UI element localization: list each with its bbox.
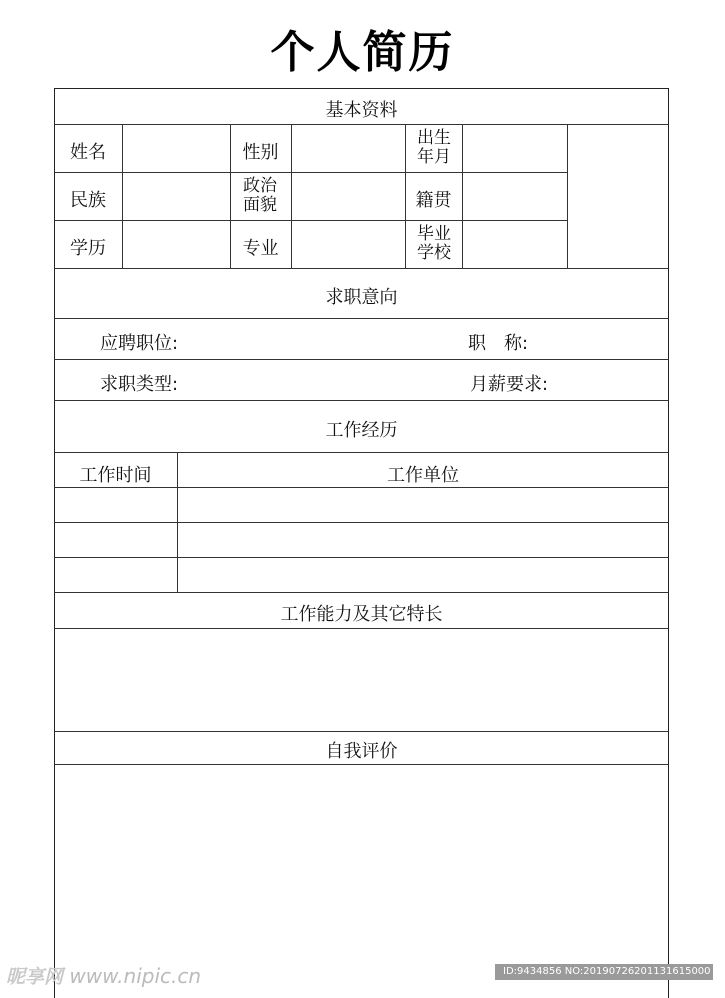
divider xyxy=(54,172,567,173)
major-label: 专业 xyxy=(242,238,279,259)
job-title-label: 职 称: xyxy=(468,333,529,354)
position-label: 应聘职位: xyxy=(100,333,179,354)
education-label: 学历 xyxy=(70,238,106,259)
resume-form xyxy=(54,88,669,998)
divider xyxy=(54,628,669,629)
divider xyxy=(54,592,669,593)
graduate-school-label: 毕业 学校 xyxy=(417,224,451,263)
basic-info-header: 基本资料 xyxy=(325,100,398,121)
work-time-header: 工作时间 xyxy=(79,465,152,486)
page-title: 个人简历 xyxy=(270,27,455,78)
divider xyxy=(54,557,669,558)
self-evaluation-header: 自我评价 xyxy=(325,741,398,762)
job-type-label: 求职类型: xyxy=(100,374,179,395)
gender-label: 性别 xyxy=(242,142,279,163)
divider xyxy=(54,400,669,401)
divider xyxy=(54,522,669,523)
divider xyxy=(54,764,669,765)
divider xyxy=(54,731,669,732)
divider xyxy=(54,124,669,125)
divider xyxy=(54,452,669,453)
job-intent-header: 求职意向 xyxy=(325,287,398,308)
political-status-label: 政治 面貌 xyxy=(243,176,277,215)
native-place-label: 籍贯 xyxy=(415,190,452,211)
divider xyxy=(54,359,669,360)
divider xyxy=(54,318,669,319)
salary-label: 月薪要求: xyxy=(470,374,549,395)
divider xyxy=(54,220,567,221)
name-label: 姓名 xyxy=(70,142,106,163)
divider xyxy=(567,124,568,268)
skills-header: 工作能力及其它特长 xyxy=(280,604,443,625)
watermark-left: 昵享网 www.nipic.cn xyxy=(6,964,202,988)
ethnicity-label: 民族 xyxy=(70,190,106,211)
birth-date-label: 出生 年月 xyxy=(417,128,451,167)
divider xyxy=(291,124,292,268)
divider xyxy=(54,487,669,488)
divider xyxy=(54,268,669,269)
divider xyxy=(122,124,123,268)
watermark-id: ID:9434856 NO:20190726201131615000 xyxy=(495,964,713,980)
work-company-header: 工作单位 xyxy=(387,465,459,486)
work-experience-header: 工作经历 xyxy=(325,420,398,441)
